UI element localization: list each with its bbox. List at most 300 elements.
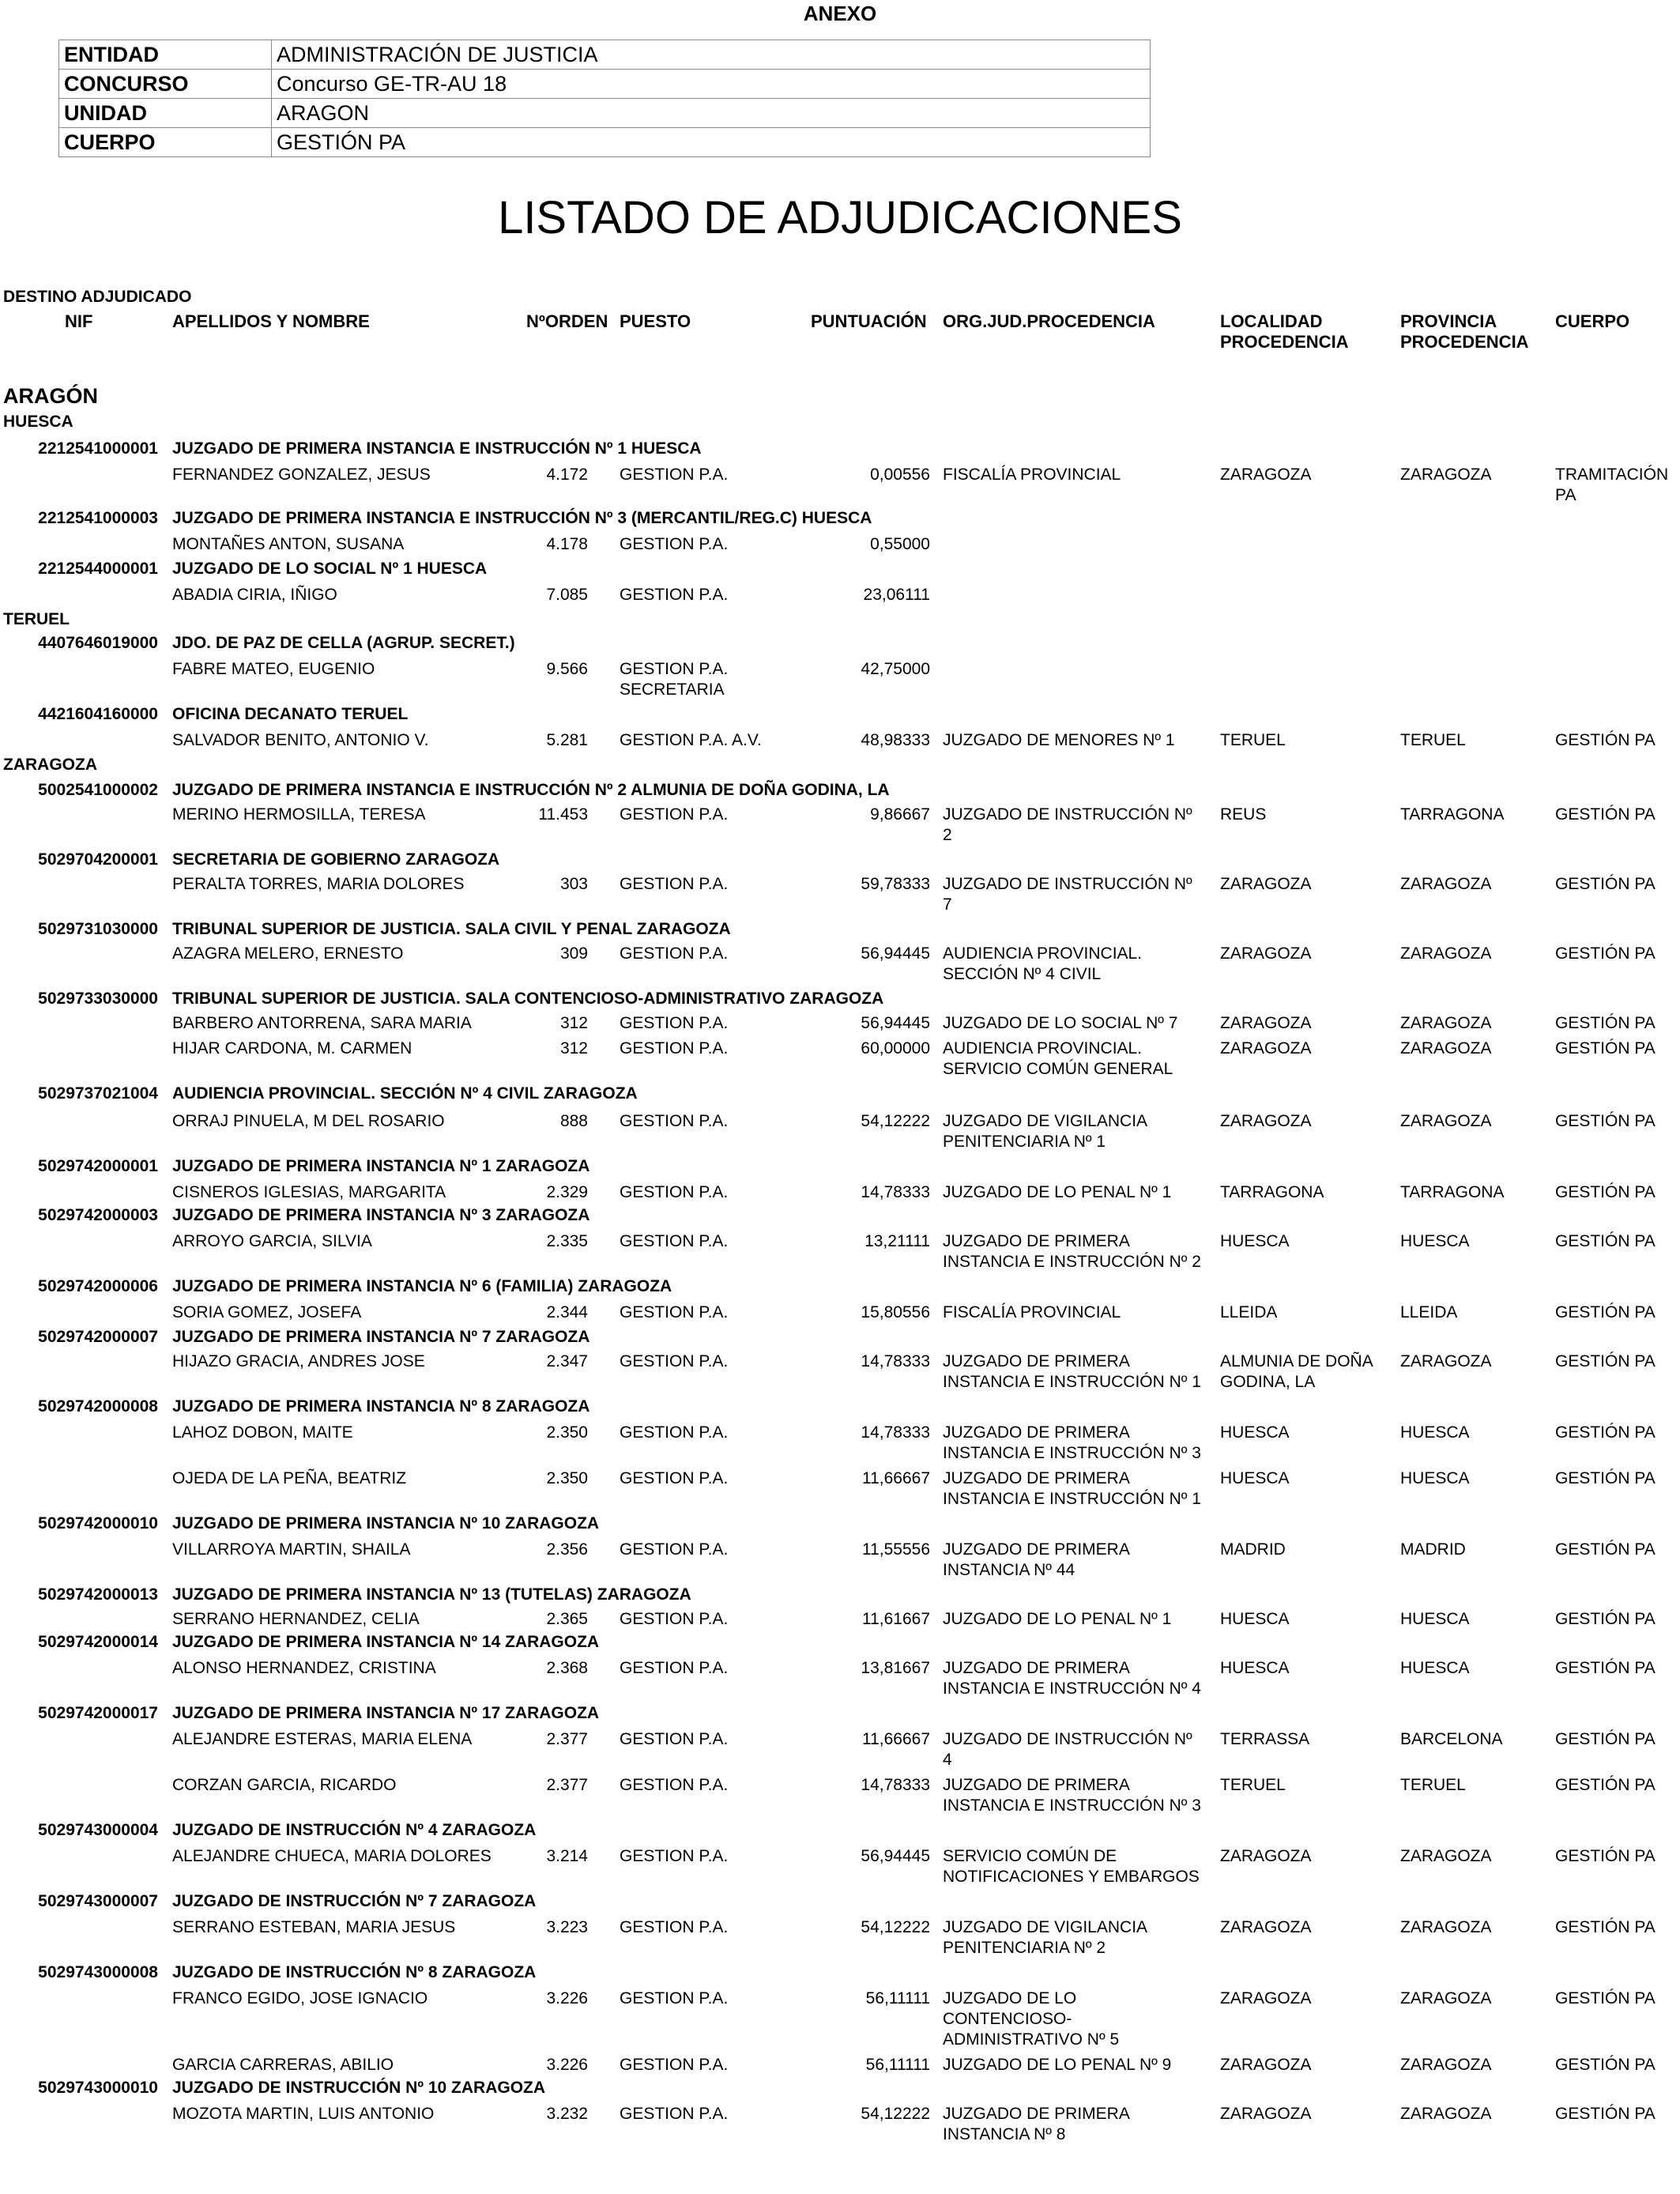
position: GESTION P.A. xyxy=(620,1303,729,1321)
destination-name: JUZGADO DE INSTRUCCIÓN Nº 7 ZARAGOZA xyxy=(172,1892,537,1910)
info-value: ARAGON xyxy=(272,99,1151,128)
order-number: 2.347 xyxy=(546,1352,588,1370)
applicant-name: ALEJANDRE CHUECA, MARIA DOLORES xyxy=(172,1847,492,1865)
province-heading: ZARAGOZA xyxy=(3,756,97,774)
column-header-localidad: LOCALIDAD PROCEDENCIA xyxy=(1220,311,1349,352)
applicant-name: ALEJANDRE ESTERAS, MARIA ELENA xyxy=(172,1730,473,1748)
position: GESTION P.A. xyxy=(620,1039,729,1057)
position: GESTION P.A. xyxy=(620,805,729,824)
destination-row xyxy=(0,990,1680,1010)
origin-province: HUESCA xyxy=(1400,1469,1470,1487)
destination-name: OFICINA DECANATO TERUEL xyxy=(172,705,409,723)
position: GESTION P.A. xyxy=(620,1659,729,1677)
origin-court: JUZGADO DE LO PENAL Nº 1 xyxy=(943,1610,1172,1628)
applicant-name: MERINO HERMOSILLA, TERESA xyxy=(172,805,426,824)
position: GESTION P.A. xyxy=(620,1352,729,1370)
origin-province: ZARAGOZA xyxy=(1400,1039,1492,1057)
order-number: 11.453 xyxy=(538,805,588,824)
destination-nif: 5029731030000 xyxy=(38,920,158,938)
order-number: 2.356 xyxy=(546,1540,588,1559)
order-number: 3.226 xyxy=(546,1989,588,2007)
origin-locality: ZARAGOZA xyxy=(1220,2056,1312,2074)
destination-nif: 5029704200001 xyxy=(38,850,158,869)
origin-court: JUZGADO DE PRIMERA INSTANCIA Nº 8 xyxy=(943,2105,1130,2143)
origin-locality: HUESCA xyxy=(1220,1232,1290,1250)
applicant-name: FABRE MATEO, EUGENIO xyxy=(172,660,375,678)
origin-province: HUESCA xyxy=(1400,1659,1470,1677)
order-number: 2.377 xyxy=(546,1730,588,1748)
destination-row xyxy=(0,634,1680,654)
order-number: 2.350 xyxy=(546,1469,588,1487)
origin-locality: MADRID xyxy=(1220,1540,1286,1559)
origin-province: ZARAGOZA xyxy=(1400,944,1492,963)
score: 13,21111 xyxy=(864,1232,930,1250)
order-number: 2.377 xyxy=(546,1776,588,1794)
destination-nif: 5029743000004 xyxy=(38,1821,158,1839)
destination-name: JUZGADO DE PRIMERA INSTANCIA Nº 13 (TUTELAS) ZARAGOZA xyxy=(172,1585,691,1604)
column-header-puntuacion: PUNTUACIÓN xyxy=(811,311,927,331)
column-header-orden: NºORDEN xyxy=(526,311,608,331)
position: GESTION P.A. xyxy=(620,1540,729,1559)
score: 56,94445 xyxy=(861,1847,930,1865)
applicant-name: SERRANO ESTEBAN, MARIA JESUS xyxy=(172,1918,456,1936)
origin-corps: GESTIÓN PA xyxy=(1555,1039,1656,1057)
position: GESTION P.A. xyxy=(620,2056,729,2074)
destination-nif: 5029742000010 xyxy=(38,1514,158,1532)
score: 54,12222 xyxy=(861,2105,930,2123)
applicant-name: HIJAZO GRACIA, ANDRES JOSE xyxy=(172,1352,425,1370)
score: 23,06111 xyxy=(863,586,930,604)
page-title: LISTADO DE ADJUDICACIONES xyxy=(498,192,1182,243)
destination-nif: 5029742000017 xyxy=(38,1704,158,1722)
applicant-name: CISNEROS IGLESIAS, MARGARITA xyxy=(172,1183,446,1201)
destination-row xyxy=(0,560,1680,580)
order-number: 312 xyxy=(559,1014,588,1032)
destination-nif: 5029743000007 xyxy=(38,1892,158,1910)
applicant-name: FERNANDEZ GONZALEZ, JESUS xyxy=(172,466,431,484)
score: 14,78333 xyxy=(861,1183,930,1201)
order-number: 2.329 xyxy=(546,1183,588,1201)
origin-court: JUZGADO DE LO PENAL Nº 1 xyxy=(943,1183,1172,1201)
applicant-name: MONTAÑES ANTON, SUSANA xyxy=(172,535,405,553)
origin-court: JUZGADO DE INSTRUCCIÓN Nº 4 xyxy=(943,1730,1192,1769)
applicant-name: SALVADOR BENITO, ANTONIO V. xyxy=(172,731,429,749)
applicant-name: HIJAR CARDONA, M. CARMEN xyxy=(172,1039,412,1057)
origin-province: BARCELONA xyxy=(1400,1730,1503,1748)
contest-info-table xyxy=(58,40,1151,157)
origin-court: JUZGADO DE LO SOCIAL Nº 7 xyxy=(943,1014,1178,1032)
order-number: 2.335 xyxy=(546,1232,588,1250)
destination-name: JUZGADO DE PRIMERA INSTANCIA Nº 3 ZARAGOZA xyxy=(172,1206,590,1224)
position: GESTION P.A. xyxy=(620,944,729,963)
origin-province: HUESCA xyxy=(1400,1610,1470,1628)
score: 13,81667 xyxy=(861,1659,930,1677)
origin-locality: HUESCA xyxy=(1220,1423,1290,1442)
destination-nif: 5029742000013 xyxy=(38,1585,158,1604)
applicant-name: FRANCO EGIDO, JOSE IGNACIO xyxy=(172,1989,428,2007)
destination-name: JDO. DE PAZ DE CELLA (AGRUP. SECRET.) xyxy=(172,634,515,652)
applicant-name: BARBERO ANTORRENA, SARA MARIA xyxy=(172,1014,472,1032)
origin-locality: TERUEL xyxy=(1220,731,1286,749)
order-number: 2.350 xyxy=(546,1423,588,1442)
origin-corps: GESTIÓN PA xyxy=(1555,1540,1656,1559)
position: GESTION P.A. xyxy=(620,586,729,604)
origin-court: AUDIENCIA PROVINCIAL. SECCIÓN Nº 4 CIVIL xyxy=(943,944,1143,983)
position: GESTION P.A. xyxy=(620,1232,729,1250)
position: GESTION P.A. xyxy=(620,1918,729,1936)
origin-province: ZARAGOZA xyxy=(1400,1112,1492,1130)
destination-row xyxy=(0,781,1680,801)
score: 11,66667 xyxy=(861,1469,930,1487)
origin-locality: ALMUNIA DE DOÑA GODINA, LA xyxy=(1220,1352,1373,1391)
order-number: 3.226 xyxy=(546,2056,588,2074)
origin-locality: ZARAGOZA xyxy=(1220,466,1312,484)
score: 48,98333 xyxy=(861,731,930,749)
origin-corps: GESTIÓN PA xyxy=(1555,1730,1656,1748)
column-header-org: ORG.JUD.PROCEDENCIA xyxy=(943,311,1155,331)
origin-locality: HUESCA xyxy=(1220,1659,1290,1677)
info-key: CUERPO xyxy=(59,128,272,157)
destination-name: JUZGADO DE PRIMERA INSTANCIA Nº 8 ZARAGOZA xyxy=(172,1397,590,1416)
destination-row xyxy=(0,1397,1680,1418)
destination-name: AUDIENCIA PROVINCIAL. SECCIÓN Nº 4 CIVIL ZARAGOZA xyxy=(172,1084,638,1103)
order-number: 3.223 xyxy=(546,1918,588,1936)
origin-province: ZARAGOZA xyxy=(1400,1352,1492,1370)
origin-court: JUZGADO DE PRIMERA INSTANCIA E INSTRUCCIÓN Nº 3 xyxy=(943,1776,1201,1815)
destination-nif: 5029742000003 xyxy=(38,1206,158,1224)
origin-province: HUESCA xyxy=(1400,1423,1470,1442)
origin-locality: TARRAGONA xyxy=(1220,1183,1324,1201)
origin-province: ZARAGOZA xyxy=(1400,1847,1492,1865)
region-heading: ARAGÓN xyxy=(3,384,98,408)
destination-row xyxy=(0,1633,1680,1653)
destino-label: DESTINO ADJUDICADO xyxy=(3,288,192,306)
destination-name: JUZGADO DE PRIMERA INSTANCIA E INSTRUCCIÓN Nº 3 (MERCANTIL/REG.C) HUESCA xyxy=(172,509,872,527)
origin-corps: GESTIÓN PA xyxy=(1555,1423,1656,1442)
origin-corps: GESTIÓN PA xyxy=(1555,1989,1656,2007)
score: 9,86667 xyxy=(870,805,930,824)
origin-province: ZARAGOZA xyxy=(1400,466,1492,484)
origin-court: JUZGADO DE INSTRUCCIÓN Nº 7 xyxy=(943,875,1192,914)
destination-name: JUZGADO DE LO SOCIAL Nº 1 HUESCA xyxy=(172,560,488,578)
destination-name: JUZGADO DE PRIMERA INSTANCIA Nº 10 ZARAGOZA xyxy=(172,1514,600,1532)
destination-name: JUZGADO DE PRIMERA INSTANCIA Nº 17 ZARAGOZA xyxy=(172,1704,600,1722)
applicant-name: ORRAJ PINUELA, M DEL ROSARIO xyxy=(172,1112,445,1130)
position: GESTION P.A. SECRETARIA xyxy=(620,660,729,699)
annex-heading: ANEXO xyxy=(803,2,877,25)
origin-court: JUZGADO DE PRIMERA INSTANCIA E INSTRUCCIÓN Nº 1 xyxy=(943,1469,1201,1508)
origin-corps: GESTIÓN PA xyxy=(1555,2056,1656,2074)
origin-province: MADRID xyxy=(1400,1540,1466,1559)
score: 14,78333 xyxy=(861,1352,930,1370)
applicant-name: LAHOZ DOBON, MAITE xyxy=(172,1423,353,1442)
score: 56,11111 xyxy=(865,1989,930,2007)
order-number: 3.232 xyxy=(546,2105,588,2123)
origin-province: ZARAGOZA xyxy=(1400,1014,1492,1032)
province-heading: HUESCA xyxy=(3,413,73,431)
destination-name: JUZGADO DE PRIMERA INSTANCIA Nº 1 ZARAGOZA xyxy=(172,1157,590,1175)
origin-court: JUZGADO DE PRIMERA INSTANCIA E INSTRUCCIÓN Nº 2 xyxy=(943,1232,1201,1271)
origin-province: TERUEL xyxy=(1400,731,1466,749)
score: 56,11111 xyxy=(865,2056,930,2074)
origin-corps: GESTIÓN PA xyxy=(1555,1232,1656,1250)
info-value: Concurso GE-TR-AU 18 xyxy=(272,70,1151,99)
origin-locality: ZARAGOZA xyxy=(1220,1014,1312,1032)
destination-name: JUZGADO DE PRIMERA INSTANCIA E INSTRUCCIÓN Nº 2 ALMUNIA DE DOÑA GODINA, LA xyxy=(172,781,890,799)
destination-row xyxy=(0,1084,1680,1105)
score: 11,66667 xyxy=(861,1730,930,1748)
origin-court: JUZGADO DE VIGILANCIA PENITENCIARIA Nº 2 xyxy=(943,1918,1148,1957)
origin-locality: ZARAGOZA xyxy=(1220,2105,1312,2123)
origin-corps: GESTIÓN PA xyxy=(1555,1659,1656,1677)
score: 14,78333 xyxy=(861,1423,930,1442)
info-row-cuerpo xyxy=(59,128,1151,157)
destination-name: JUZGADO DE PRIMERA INSTANCIA Nº 14 ZARAGOZA xyxy=(172,1633,600,1651)
origin-corps: GESTIÓN PA xyxy=(1555,944,1656,963)
origin-corps: GESTIÓN PA xyxy=(1555,1352,1656,1370)
order-number: 303 xyxy=(559,875,588,893)
applicant-name: PERALTA TORRES, MARIA DOLORES xyxy=(172,875,465,893)
destination-nif: 5029733030000 xyxy=(38,990,158,1008)
destination-row xyxy=(0,1206,1680,1227)
destination-nif: 2212544000001 xyxy=(38,560,158,578)
order-number: 3.214 xyxy=(546,1847,588,1865)
origin-province: LLEIDA xyxy=(1400,1303,1458,1321)
origin-corps: GESTIÓN PA xyxy=(1555,1918,1656,1936)
origin-corps: GESTIÓN PA xyxy=(1555,1183,1656,1201)
destination-row xyxy=(0,1585,1680,1606)
column-header-provincia: PROVINCIA PROCEDENCIA xyxy=(1400,311,1529,352)
order-number: 2.368 xyxy=(546,1659,588,1677)
origin-corps: GESTIÓN PA xyxy=(1555,731,1656,749)
applicant-name: GARCIA CARRERAS, ABILIO xyxy=(172,2056,394,2074)
destination-name: JUZGADO DE PRIMERA INSTANCIA E INSTRUCCIÓN Nº 1 HUESCA xyxy=(172,439,702,458)
origin-court: AUDIENCIA PROVINCIAL. SERVICIO COMÚN GENERAL xyxy=(943,1039,1173,1078)
destination-nif: 4407646019000 xyxy=(38,634,158,652)
destination-nif: 5029743000008 xyxy=(38,1963,158,1981)
origin-locality: LLEIDA xyxy=(1220,1303,1278,1321)
order-number: 2.365 xyxy=(546,1610,588,1628)
destination-name: JUZGADO DE PRIMERA INSTANCIA Nº 6 (FAMILIA) ZARAGOZA xyxy=(172,1277,672,1295)
destination-name: TRIBUNAL SUPERIOR DE JUSTICIA. SALA CONTENCIOSO-ADMINISTRATIVO ZARAGOZA xyxy=(172,990,884,1008)
destination-nif: 5029742000001 xyxy=(38,1157,158,1175)
origin-corps: GESTIÓN PA xyxy=(1555,1112,1656,1130)
order-number: 5.281 xyxy=(546,731,588,749)
destination-nif: 4421604160000 xyxy=(38,705,158,723)
info-value: ADMINISTRACIÓN DE JUSTICIA xyxy=(272,40,1151,70)
destination-nif: 2212541000001 xyxy=(38,439,158,458)
info-value: GESTIÓN PA xyxy=(272,128,1151,157)
column-header-nif: NIF xyxy=(65,311,93,331)
destination-nif: 5002541000002 xyxy=(38,781,158,799)
order-number: 312 xyxy=(559,1039,588,1057)
destination-name: SECRETARIA DE GOBIERNO ZARAGOZA xyxy=(172,850,500,869)
score: 56,94445 xyxy=(861,944,930,963)
order-number: 2.344 xyxy=(546,1303,588,1321)
origin-corps: GESTIÓN PA xyxy=(1555,805,1656,824)
origin-locality: HUESCA xyxy=(1220,1610,1290,1628)
origin-court: JUZGADO DE PRIMERA INSTANCIA Nº 44 xyxy=(943,1540,1130,1579)
destination-name: JUZGADO DE INSTRUCCIÓN Nº 4 ZARAGOZA xyxy=(172,1821,537,1839)
score: 60,00000 xyxy=(861,1039,930,1057)
column-header-puesto: PUESTO xyxy=(620,311,691,331)
column-header-cuerpo: CUERPO xyxy=(1555,311,1630,331)
origin-corps: GESTIÓN PA xyxy=(1555,1776,1656,1794)
score: 0,55000 xyxy=(870,535,930,553)
destination-row xyxy=(0,1157,1680,1178)
destination-nif: 5029742000006 xyxy=(38,1277,158,1295)
position: GESTION P.A. xyxy=(620,1014,729,1032)
origin-corps: GESTIÓN PA xyxy=(1555,1469,1656,1487)
destination-row xyxy=(0,850,1680,871)
info-row-entidad xyxy=(59,40,1151,70)
destination-row xyxy=(0,1963,1680,1984)
order-number: 888 xyxy=(559,1112,588,1130)
position: GESTION P.A. xyxy=(620,1183,729,1201)
origin-corps: GESTIÓN PA xyxy=(1555,1303,1656,1321)
destination-nif: 5029743000010 xyxy=(38,2079,158,2097)
destination-name: JUZGADO DE PRIMERA INSTANCIA Nº 7 ZARAGOZA xyxy=(172,1328,590,1346)
destination-row xyxy=(0,2079,1680,2099)
destination-name: JUZGADO DE INSTRUCCIÓN Nº 8 ZARAGOZA xyxy=(172,1963,537,1981)
applicant-name: MOZOTA MARTIN, LUIS ANTONIO xyxy=(172,2105,435,2123)
column-header-apellidos: APELLIDOS Y NOMBRE xyxy=(172,311,370,331)
destination-row xyxy=(0,1514,1680,1535)
applicant-name: OJEDA DE LA PEÑA, BEATRIZ xyxy=(172,1469,407,1487)
info-key: ENTIDAD xyxy=(59,40,272,70)
destination-row xyxy=(0,439,1680,460)
origin-court: JUZGADO DE PRIMERA INSTANCIA E INSTRUCCIÓN Nº 3 xyxy=(943,1423,1201,1462)
origin-province: TERUEL xyxy=(1400,1776,1466,1794)
destination-row xyxy=(0,705,1680,726)
order-number: 7.085 xyxy=(546,586,588,604)
origin-province: TARRAGONA xyxy=(1400,805,1505,824)
origin-province: HUESCA xyxy=(1400,1232,1470,1250)
destination-row xyxy=(0,1328,1680,1348)
position: GESTION P.A. xyxy=(620,1989,729,2007)
origin-court: JUZGADO DE LO CONTENCIOSO- ADMINISTRATIVO Nº 5 xyxy=(943,1989,1120,2049)
origin-corps: TRAMITACIÓN PA xyxy=(1555,466,1669,504)
origin-province: TARRAGONA xyxy=(1400,1183,1505,1201)
origin-province: ZARAGOZA xyxy=(1400,875,1492,893)
origin-court: JUZGADO DE LO PENAL Nº 9 xyxy=(943,2056,1172,2074)
destination-nif: 5029742000007 xyxy=(38,1328,158,1346)
position: GESTION P.A. xyxy=(620,1112,729,1130)
origin-court: JUZGADO DE VIGILANCIA PENITENCIARIA Nº 1 xyxy=(943,1112,1148,1151)
origin-locality: ZARAGOZA xyxy=(1220,1847,1312,1865)
position: GESTION P.A. xyxy=(620,1776,729,1794)
info-row-concurso xyxy=(59,70,1151,99)
destination-row xyxy=(0,1704,1680,1725)
origin-locality: ZARAGOZA xyxy=(1220,875,1312,893)
origin-locality: ZARAGOZA xyxy=(1220,1039,1312,1057)
destination-name: TRIBUNAL SUPERIOR DE JUSTICIA. SALA CIVIL Y PENAL ZARAGOZA xyxy=(172,920,731,938)
origin-court: SERVICIO COMÚN DE NOTIFICACIONES Y EMBARGOS xyxy=(943,1847,1200,1886)
position: GESTION P.A. xyxy=(620,466,729,484)
province-heading: TERUEL xyxy=(3,610,70,628)
score: 0,00556 xyxy=(870,466,930,484)
position: GESTION P.A. xyxy=(620,2105,729,2123)
applicant-name: ABADIA CIRIA, IÑIGO xyxy=(172,586,337,604)
destination-nif: 2212541000003 xyxy=(38,509,158,527)
origin-province: ZARAGOZA xyxy=(1400,2056,1492,2074)
applicant-name: SORIA GOMEZ, JOSEFA xyxy=(172,1303,362,1321)
position: GESTION P.A. xyxy=(620,1847,729,1865)
order-number: 4.178 xyxy=(546,535,588,553)
position: GESTION P.A. xyxy=(620,1610,729,1628)
origin-locality: TERUEL xyxy=(1220,1776,1286,1794)
position: GESTION P.A. A.V. xyxy=(620,731,762,749)
score: 15,80556 xyxy=(861,1303,930,1321)
destination-row xyxy=(0,509,1680,530)
applicant-name: ALONSO HERNANDEZ, CRISTINA xyxy=(172,1659,436,1677)
origin-corps: GESTIÓN PA xyxy=(1555,875,1656,893)
destination-nif: 5029742000014 xyxy=(38,1633,158,1651)
origin-locality: HUESCA xyxy=(1220,1469,1290,1487)
score: 42,75000 xyxy=(861,660,930,678)
info-key: CONCURSO xyxy=(59,70,272,99)
score: 11,61667 xyxy=(861,1610,930,1628)
score: 59,78333 xyxy=(861,875,930,893)
order-number: 4.172 xyxy=(546,466,588,484)
destination-name: JUZGADO DE INSTRUCCIÓN Nº 10 ZARAGOZA xyxy=(172,2079,546,2097)
origin-locality: ZARAGOZA xyxy=(1220,944,1312,963)
info-row-unidad xyxy=(59,99,1151,128)
destination-row xyxy=(0,920,1680,941)
applicant-name: CORZAN GARCIA, RICARDO xyxy=(172,1776,397,1794)
origin-province: ZARAGOZA xyxy=(1400,1918,1492,1936)
destination-nif: 5029737021004 xyxy=(38,1084,158,1103)
origin-court: JUZGADO DE MENORES Nº 1 xyxy=(943,731,1175,749)
origin-corps: GESTIÓN PA xyxy=(1555,1610,1656,1628)
score: 14,78333 xyxy=(861,1776,930,1794)
origin-court: JUZGADO DE INSTRUCCIÓN Nº 2 xyxy=(943,805,1192,844)
position: GESTION P.A. xyxy=(620,1730,729,1748)
order-number: 309 xyxy=(559,944,588,963)
applicant-name: ARROYO GARCIA, SILVIA xyxy=(172,1232,372,1250)
score: 54,12222 xyxy=(861,1112,930,1130)
position: GESTION P.A. xyxy=(620,875,729,893)
order-number: 9.566 xyxy=(546,660,588,678)
origin-court: FISCALÍA PROVINCIAL xyxy=(943,466,1121,484)
destination-row xyxy=(0,1821,1680,1842)
origin-court: JUZGADO DE PRIMERA INSTANCIA E INSTRUCCIÓN Nº 1 xyxy=(943,1352,1201,1391)
origin-corps: GESTIÓN PA xyxy=(1555,1847,1656,1865)
origin-court: JUZGADO DE PRIMERA INSTANCIA E INSTRUCCIÓN Nº 4 xyxy=(943,1659,1201,1698)
applicant-name: SERRANO HERNANDEZ, CELIA xyxy=(172,1610,420,1628)
applicant-name: AZAGRA MELERO, ERNESTO xyxy=(172,944,404,963)
position: GESTION P.A. xyxy=(620,1469,729,1487)
info-key: UNIDAD xyxy=(59,99,272,128)
score: 56,94445 xyxy=(861,1014,930,1032)
origin-locality: REUS xyxy=(1220,805,1267,824)
score: 54,12222 xyxy=(861,1918,930,1936)
position: GESTION P.A. xyxy=(620,1423,729,1442)
origin-corps: GESTIÓN PA xyxy=(1555,2105,1656,2123)
origin-locality: ZARAGOZA xyxy=(1220,1918,1312,1936)
origin-locality: ZARAGOZA xyxy=(1220,1989,1312,2007)
destination-nif: 5029742000008 xyxy=(38,1397,158,1416)
applicant-name: VILLARROYA MARTIN, SHAILA xyxy=(172,1540,411,1559)
origin-court: FISCALÍA PROVINCIAL xyxy=(943,1303,1121,1321)
origin-locality: ZARAGOZA xyxy=(1220,1112,1312,1130)
destination-row xyxy=(0,1892,1680,1913)
origin-corps: GESTIÓN PA xyxy=(1555,1014,1656,1032)
origin-locality: TERRASSA xyxy=(1220,1730,1310,1748)
destination-row xyxy=(0,1277,1680,1298)
score: 11,55556 xyxy=(861,1540,930,1559)
origin-province: ZARAGOZA xyxy=(1400,1989,1492,2007)
